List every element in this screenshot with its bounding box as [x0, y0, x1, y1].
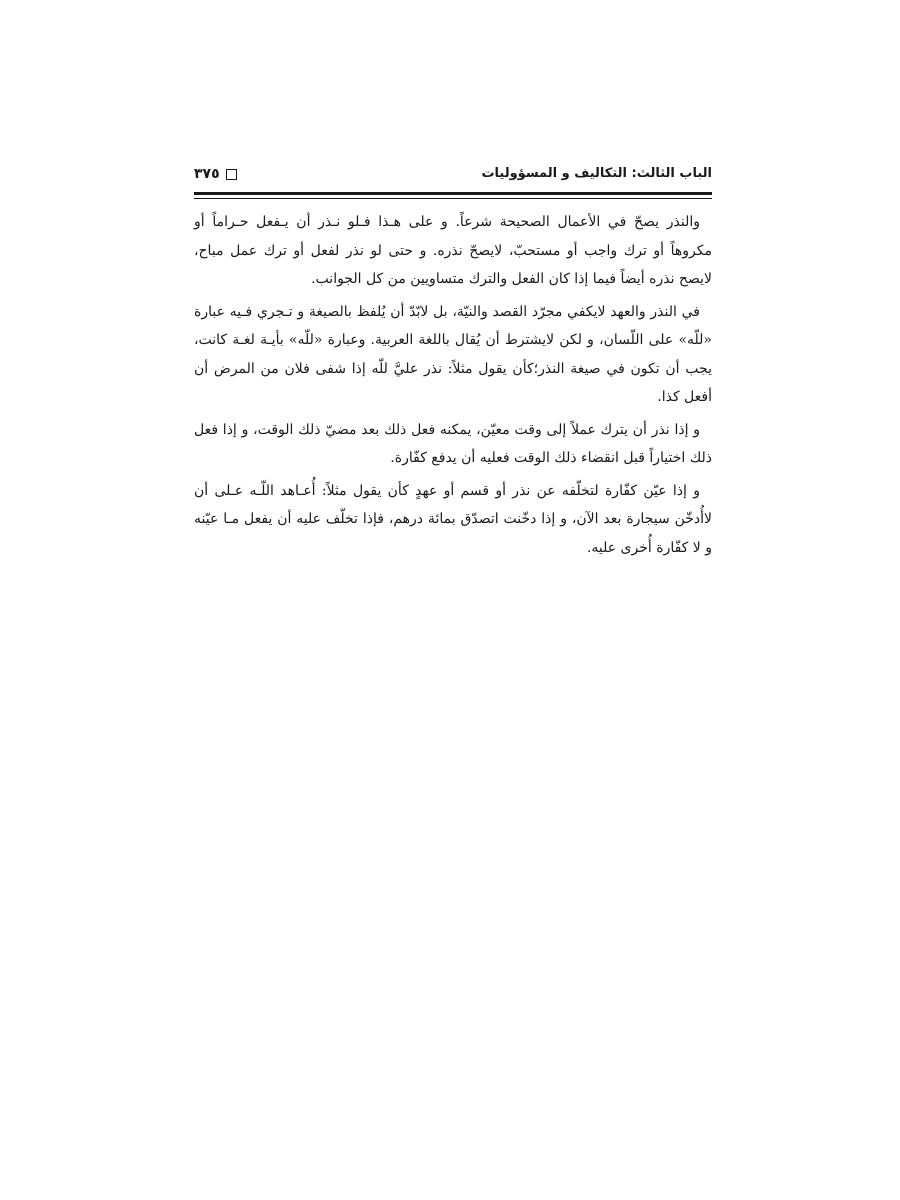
header-rule-thin: [194, 198, 712, 199]
running-header: [194, 166, 712, 190]
header-rule-thick: [194, 192, 712, 195]
page-number-group: [194, 166, 237, 182]
square-bullet-icon: [226, 169, 237, 180]
chapter-title: الباب الثالث: التكاليف و المسؤوليات: [481, 166, 712, 181]
paragraph: و إذا نذر أن يترك عملاً إلى وقت معيّن، يمكنه فعل ذلك بعد مضيّ ذلك الوقت، و إذا فعل ذلك اختياراً قبل انقضاء ذلك الوقت فعليه أن يدفع كفّارة.: [194, 421, 712, 466]
page-number: ٣٧٥: [194, 166, 220, 182]
body-text: [194, 208, 712, 566]
paragraph: والنذر يصحّ في الأعمال الصحيحة شرعاً. و على هـذا فـلو نـذر أن يـفعل حـراماً أو مكروهاً أو ترك واجب أو مستحبّ، لايصحّ نذره. و حتى لو نذر لفعل أو ترك عمل مباح، لايصح نذره أيضاً فيما إذا كان الفعل والترك متساويين من كل الجوانب.: [194, 214, 712, 287]
paragraph: في النذر والعهد لايكفي مجرّد القصد والنيّة، بل لابّدّ أن يُلفظ بالصيغة و تـجري فـيه عبارة «للّه» على اللّسان، و لكن لايشترط أن يُقال باللغة العربية. وعبارة «للّه» بأيـة لغـة كانت، يجب أن تكون في صيغة النذر؛كأن يقول مثلاً: نذر عليَّ للّه إذا شفى فلان من المرض أن أفعل كذا.: [194, 303, 712, 405]
paragraph: و إذا عيّن كفّارة لتخلّفه عن نذر أو قسم أو عهدٍ كأن يقول مثلاً: أُعـاهد اللّـه عـلى أن لاأُدخّن سيجارة بعد الآن، و إذا دخّنت اتصدّق بمائة درهم، فإذا تخلّف عليه أن يفعل مـا عيّنه و لا كفّارة أُخرى عليه.: [194, 482, 712, 556]
